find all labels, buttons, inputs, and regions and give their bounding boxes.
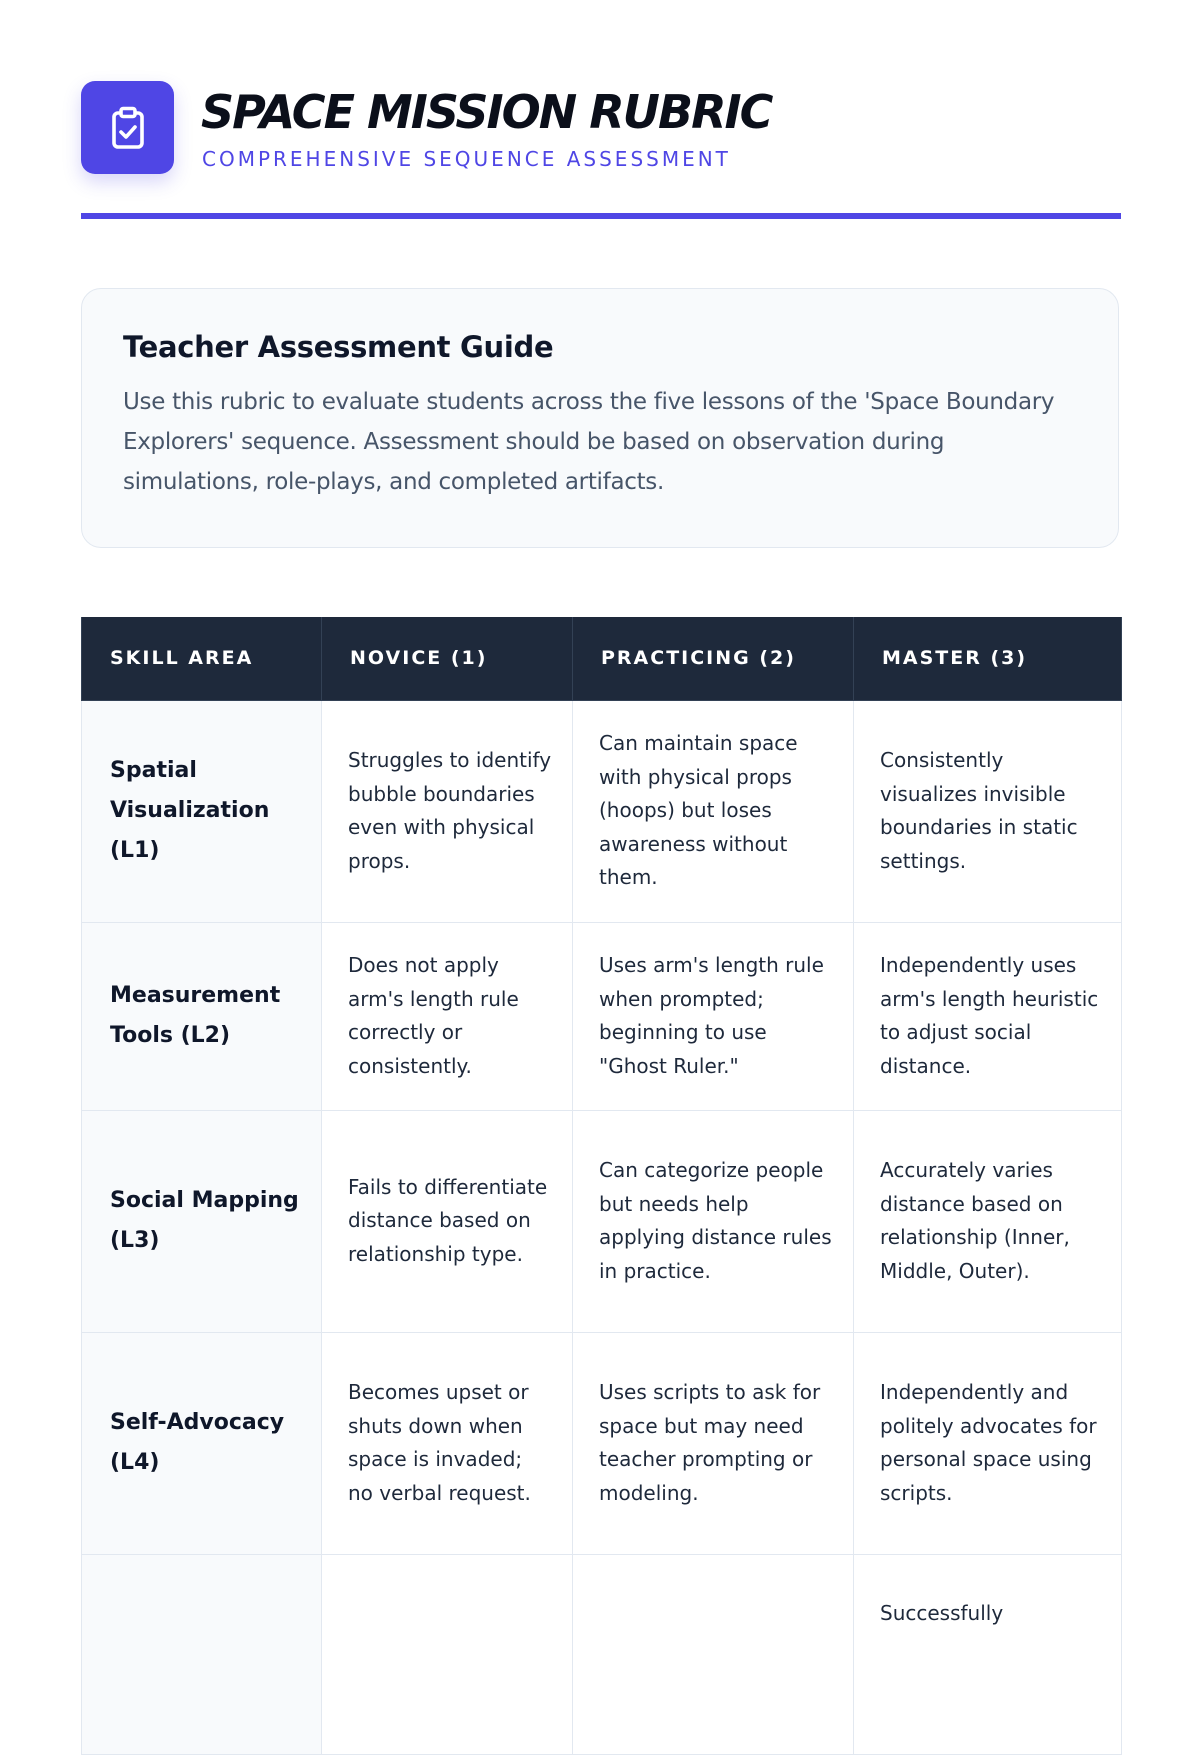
rubric-header-row [82,617,1122,700]
master-cell: Independently and politely advocates for personal space using scripts. [854,1332,1122,1554]
page-title: SPACE MISSION RUBRIC [201,85,772,139]
table-row [82,922,1122,1110]
table-row [82,1110,1122,1332]
page-header [81,81,1121,181]
skill-area-cell [82,1554,322,1754]
page-subtitle: COMPREHENSIVE SEQUENCE ASSESSMENT [202,147,731,171]
header-logo [81,81,174,174]
rubric-table [81,617,1122,1755]
column-header-practicing: PRACTICING (2) [573,617,854,700]
practicing-cell [573,1554,854,1754]
practicing-cell: Can maintain space with physical props (hoops) but loses awareness without them. [573,700,854,922]
clipboard-check-icon [104,104,152,152]
table-row [82,1554,1122,1754]
practicing-cell: Uses arm's length rule when prompted; beginning to use "Ghost Ruler." [573,922,854,1110]
guide-text: Use this rubric to evaluate students across the five lessons of the 'Space Boundary Explorers' sequence. Assessment should be based on observation during simulations, role-plays, and completed artifacts. [123,389,1055,495]
table-row [82,1332,1122,1554]
master-cell: Independently uses arm's length heuristic to adjust social distance. [854,922,1122,1110]
table-row [82,700,1122,922]
teacher-guide-card [81,288,1119,548]
novice-cell [322,1554,573,1754]
skill-area-cell: Spatial Visualization (L1) [82,700,322,922]
header-divider [81,213,1121,219]
column-header-skill-area: SKILL AREA [82,617,322,700]
novice-cell: Struggles to identify bubble boundaries even with physical props. [322,700,573,922]
master-cell: Accurately varies distance based on relationship (Inner, Middle, Outer). [854,1110,1122,1332]
novice-cell: Fails to differentiate distance based on relationship type. [322,1110,573,1332]
skill-area-cell: Measurement Tools (L2) [82,922,322,1110]
column-header-master: MASTER (3) [854,617,1122,700]
master-cell: Successfully [854,1554,1122,1754]
column-header-novice: NOVICE (1) [322,617,573,700]
practicing-cell: Can categorize people but needs help applying distance rules in practice. [573,1110,854,1332]
skill-area-cell: Social Mapping (L3) [82,1110,322,1332]
guide-title: Teacher Assessment Guide [123,330,554,364]
novice-cell: Becomes upset or shuts down when space is invaded; no verbal request. [322,1332,573,1554]
practicing-cell: Uses scripts to ask for space but may need teacher prompting or modeling. [573,1332,854,1554]
rubric-page [81,0,1121,1625]
master-cell: Consistently visualizes invisible boundaries in static settings. [854,700,1122,922]
skill-area-cell: Self-Advocacy (L4) [82,1332,322,1554]
novice-cell: Does not apply arm's length rule correctly or consistently. [322,922,573,1110]
